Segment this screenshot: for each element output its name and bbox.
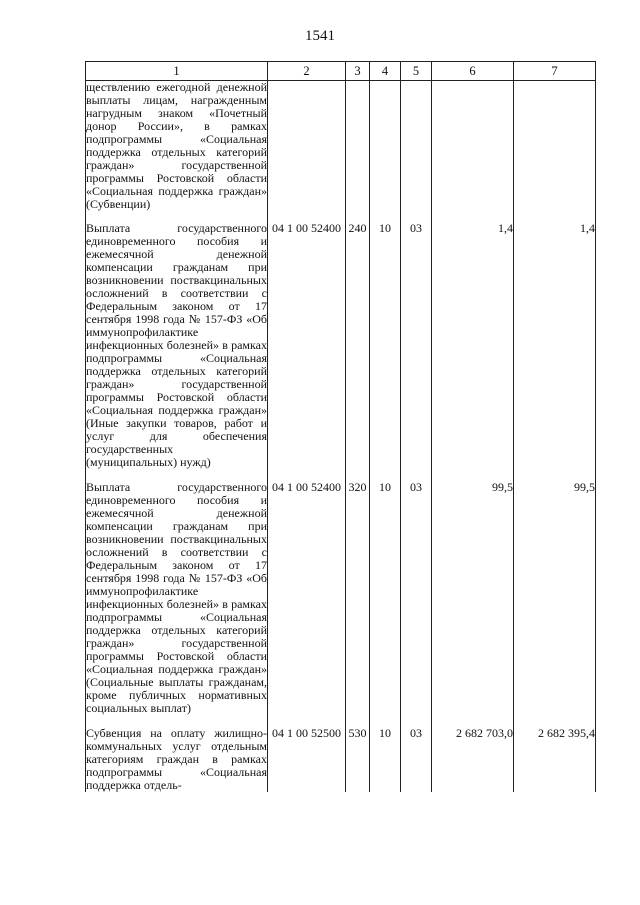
row-description: ществлению ежегодной денежной выплаты лицам, награжденным нагрудным знаком «Почетный донор России», в рамках подпрограммы «Социальная поддержка отдельных категорий граждан» государственной программы Ростовской области «Социальная поддержка граждан» (Субвенции) — [86, 80, 267, 211]
row-amount-2: 2 682 395,4 — [514, 727, 596, 792]
table-row — [86, 81, 596, 212]
row-target-code: 04 1 00 52400 — [268, 222, 346, 469]
table-body — [86, 81, 596, 793]
row-target-code: 04 1 00 52500 — [268, 727, 346, 792]
header-row — [86, 62, 596, 81]
table-row — [86, 727, 596, 792]
row-description: Выплата государственного единовременного пособия и ежемесячной денежной компенсации гражданам при возникновении поствакцинальных осложнений в соответствии с Федеральным законом от 17 сентября 1998 года № 157-ФЗ «Об иммунопрофилактике инфекционных болезней» в рамках подпрограммы «Социальная поддержка отдельных категорий граждан» государственной программы Ростовской области «Социальная поддержка граждан» (Иные закупки товаров, работ и услуг для обеспечения государственных (муниципальных) нужд) — [86, 221, 267, 469]
row-amount-1 — [432, 81, 514, 212]
row-amount-2: 1,4 — [514, 222, 596, 469]
header-col-3: 3 — [346, 62, 370, 81]
row-subsection: 03 — [401, 727, 432, 792]
row-expense-type: 530 — [346, 727, 370, 792]
row-subsection: 03 — [401, 222, 432, 469]
row-expense-type — [346, 81, 370, 212]
row-amount-1: 1,4 — [432, 222, 514, 469]
row-section: 10 — [370, 222, 401, 469]
row-section: 10 — [370, 727, 401, 792]
table-row — [86, 481, 596, 715]
row-amount-2: 99,5 — [514, 481, 596, 715]
row-expense-type: 320 — [346, 481, 370, 715]
row-description: Выплата государственного единовременного пособия и ежемесячной денежной компенсации гражданам при возникновении поствакцинальных осложнений в соответствии с Федеральным законом от 17 сентября 1998 года № 157-ФЗ «Об иммунопрофилактике инфекционных болезней» в рамках подпрограммы «Социальная поддержка отдельных категорий граждан» государственной программы Ростовской области «Социальная поддержка граждан» (Социальные выплаты гражданам, кроме публичных нормативных социальных выплат) — [86, 480, 267, 715]
row-section — [370, 81, 401, 212]
row-target-code — [268, 81, 346, 212]
row-section: 10 — [370, 481, 401, 715]
row-amount-1: 2 682 703,0 — [432, 727, 514, 792]
row-target-code: 04 1 00 52400 — [268, 481, 346, 715]
header-col-6: 6 — [432, 62, 514, 81]
row-expense-type: 240 — [346, 222, 370, 469]
table-row — [86, 222, 596, 469]
budget-table — [85, 61, 596, 792]
page-number: 1541 — [305, 28, 335, 44]
header-col-5: 5 — [401, 62, 432, 81]
row-subsection — [401, 81, 432, 212]
header-col-2: 2 — [268, 62, 346, 81]
row-amount-1: 99,5 — [432, 481, 514, 715]
header-col-7: 7 — [514, 62, 596, 81]
header-col-1: 1 — [86, 62, 268, 81]
header-col-4: 4 — [370, 62, 401, 81]
row-amount-2 — [514, 81, 596, 212]
row-subsection: 03 — [401, 481, 432, 715]
table-header — [86, 62, 596, 81]
row-description: Субвенция на оплату жилищно-коммунальных услуг отдельным категориям граждан в рамках подпрограммы «Социальная поддержка отдель- — [86, 726, 267, 792]
